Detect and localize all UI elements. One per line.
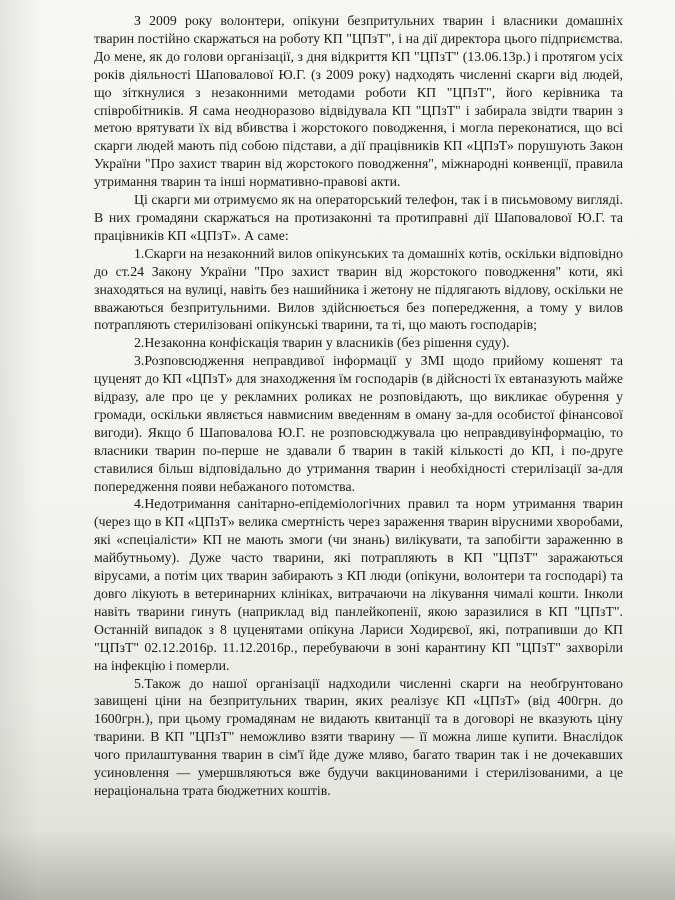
complaint-item-3: 3.Розповсюдження неправдивої інформації у ЗМІ щодо прийому кошенят та цуценят до КП «ЦПзТ» для знаходження їм господарів (в дійсності їх евтаназують майже відразу, але про це у рекламних роликах не розповідають, що викликає обурення у громади, оскільки являється навмисним введенням в оману за-для особистої фінансової вигоди). Якщо б Шаповалова Ю.Г. не розповсюджувала цю неправдивуінформацію, то власники тварин по-перше не здавали б тварин в такій кількості до КП, і по-друге ставилися більш відповідально до утримання тварин і необхідності стерилізації за-для попередження появи небажаного потомства.	[94, 353, 623, 494]
complaints-paragraph: Ці скарги ми отримуємо як на операторський телефон, так і в письмовому вигляді. В них громадяни скаржаться на протизаконні та протиправні дії Шаповалової Ю.Г. та працівників КП «ЦПзТ». А саме:	[94, 192, 623, 243]
complaint-item-4: 4.Недотримання санітарно-епідеміологічних правил та норм утримання тварин (через що в КП «ЦПзТ» велика смертність через зараження тварин вірусними хворобами, які «спеціалісти» КП не мають змоги (чи знань) вилікувати, та запобігти зараженню в майбутньому). Дуже часто тварини, які потрапляють в КП "ЦПзТ" заражаються вірусами, а потім цих тварин забирають з КП люди (опікуни, волонтери та господарі) та довго лікують в ветеринарних клініках, витрачаючи на лікування чималі кошти. Інколи навіть тварини гинуть (наприклад від панлейкопенії, якою заразилися в КП "ЦПзТ". Останній випадок з 8 цуценятами опікуна Лариси Ходирєвої, які, потрапивши до КП "ЦПзТ" 02.12.2016р. 11.12.2016р., перебуваючи в зоні карантину КП "ЦПзТ" захворіли на інфекцію і померли.	[94, 496, 623, 673]
intro-paragraph: З 2009 року волонтери, опікуни безпритульних тварин і власники домашніх тварин постійно скаржаться на роботу КП "ЦПзТ", і на дії директора цього підприємства. До мене, як до голови організації, з дня відкриття КП "ЦПзТ" (13.06.13р.) і протягом усіх років діяльності Шаповалової Ю.Г. (з 2009 року) надходять численні скарги від людей, що зіткнулися з незаконними методами роботи КП "ЦПзТ", його керівника та співробітників. Я сама неодноразово відвідувала КП "ЦПзТ" і забирала звідти тварин з метою врятувати їх від вбивства і жорстокого поводження, і могла переконатися, що всі скарги людей мають під собою підстави, а дії працівників КП «ЦПзТ» порушують Закон України "Про захист тварин від жорстокого поводження", міжнародні конвенції, правила утримання тварин та інші нормативно-правові акти.	[94, 13, 623, 190]
complaint-item-1: 1.Скарги на незаконний вилов опікунських та домашніх котів, оскільки відповідно до ст.24 Закону України "Про захист тварин від жорстокого поводження" коти, які знаходяться на вулиці, навіть без нашийника і жетону не підлягають відлову, оскільки не вважаються безпритульними. Вилов здійснюється без попередження, а тому у вилов потрапляють стерилізовані опікунські тварини, та ті, що мають господарів;	[94, 245, 623, 333]
complaint-item-2: 2.Незаконна конфіскація тварин у власників (без рішення суду).	[134, 335, 510, 351]
complaint-item-5: 5.Також до нашої організації надходили численні скарги на необґрунтовано завищені ціни на безпритульних тварин, яких реалізує КП «ЦПзТ» (від 400грн. до 1600грн.), при цьому громадянам не видають квитанції та в договорі не вказують ціну тварини. В КП "ЦПзТ" неможливо взяти тварину — її можна лише купити. Внаслідок чого прилаштування тварин в сім'ї йде дуже мляво, багато тварин так і не дочекавших усиновлення — умершвляються вже будучи вакцинованими і стерилізованими, а це нераціональна трата бюджетних коштів.	[94, 675, 623, 798]
